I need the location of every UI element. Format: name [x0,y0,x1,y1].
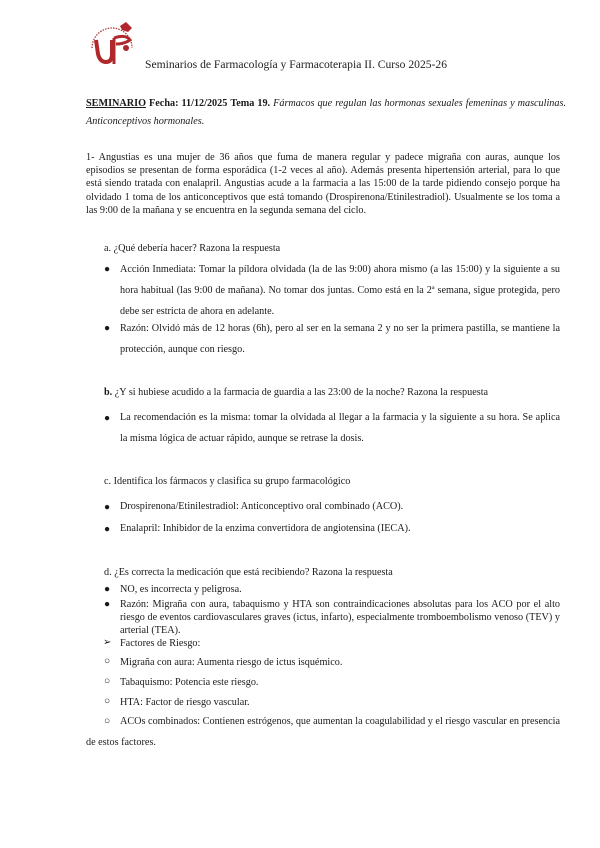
header-title: Seminarios de Farmacología y Farmacoterapia II. Curso 2025-26 [145,58,447,71]
bullet-icon: ● [104,502,111,513]
seminar-label: SEMINARIO [86,98,147,109]
answer-d-bullet-1: NO, es incorrecta y peligrosa. [120,584,242,595]
answer-c-bullet-2: Enalapril: Inhibidor de la enzima convertidora de angiotensina (IECA). [120,523,411,534]
question-a-title: a. ¿Qué debería hacer? Razona la respuesta [104,243,281,254]
answer-c-bullet-1: Drospirenona/Etinilestradiol: Anticonceptivo oral combinado (ACO). [120,501,404,512]
bullet-icon: ● [104,413,111,424]
bullet-icon: ● [104,599,111,610]
seminar-tema: Tema 19. [230,98,271,109]
question-b-text: ¿Y si hubiese acudido a la farmacia de guardia a las 23:00 de la noche? Razona la respuesta [112,387,489,398]
circle-bullet-icon: ○ [104,696,111,707]
bullet-icon: ● [104,323,111,334]
answer-a-bullet-2: Razón: Olvidó más de 12 horas (6h), pero al ser en la semana 2 y no ser la primera pastilla, se mantiene la protección, aunque con riesgo. [120,323,560,355]
risk-item-1: Migraña con aura: Aumenta riesgo de ictus isquémico. [120,657,343,668]
bullet-icon: ● [104,584,111,595]
university-logo [86,18,138,70]
risk-item-3: HTA: Factor de riesgo vascular. [120,697,250,708]
bullet-icon: ● [104,264,111,275]
answer-a-bullet-1: Acción Inmediata: Tomar la píldora olvidada (la de las 9:00) ahora mismo (a las 15:00) y la siguiente a su hora habitual (las 9:00 de mañana). No tomar dos juntas. Como está en la 2ª semana, sigue protegida, pero debe ser estricta de ahora en adelante. [120,264,560,317]
circle-bullet-icon: ○ [104,716,111,727]
circle-bullet-icon: ○ [104,656,111,667]
question-c-title: c. Identifica los fármacos y clasifica su grupo farmacológico [104,476,351,487]
circle-bullet-icon: ○ [104,676,111,687]
answer-b-bullet-1: La recomendación es la misma: tomar la olvidada al llegar a la farmacia y la siguiente a su hora. Se aplica la misma lógica de actuar rápido, aunque se retrase la dosis. [120,412,560,444]
question-d-title: d. ¿Es correcta la medicación que está recibiendo? Razona la respuesta [104,567,393,578]
case-text: 1- Angustias es una mujer de 36 años que fuma de manera regular y padece migraña con auras, aunque los episodios se presentan de forma esporádica (1-2 veces al año). Además presenta hipertensión arterial, para lo que está siendo tratada con enalapril. Angustias acude a la farmacia a las 15:00 de la tarde pidiendo consejo porque ha olvidado 1 toma de los anticonceptivos que está tomando (Drospirenona/Etinilestradiol). Usualmente se los toma a las 9:00 de la mañana y se encuentra en la segunda semana del ciclo. [86,152,560,216]
bullet-icon: ● [104,524,111,535]
risk-item-2: Tabaquismo: Potencia este riesgo. [120,677,259,688]
answer-d-bullet-2: Razón: Migraña con aura, tabaquismo y HTA son contraindicaciones absolutas para los ACO por el alto riesgo de eventos cardiovasculares graves (ictus, infarto), especialmente tromboembolismo venoso (TEV) y arterial (TEA). [120,599,560,636]
risk-item-4: ACOs combinados: Contienen estrógenos, que aumentan la coagulabilidad y el riesgo vascular en presencia de estos factores. [86,716,560,748]
question-b-title [104,386,488,399]
question-b-letter: b. [104,387,113,398]
seminar-date: Fecha: 11/12/2025 [149,98,228,109]
seminar-heading [86,95,566,131]
risk-factors-header: Factores de Riesgo: [120,638,201,649]
seminar-topic: Fármacos que regulan las hormonas sexuales femeninas y masculinas. Anticonceptivos hormonales. [86,98,567,127]
arrow-icon: ➢ [103,637,112,648]
